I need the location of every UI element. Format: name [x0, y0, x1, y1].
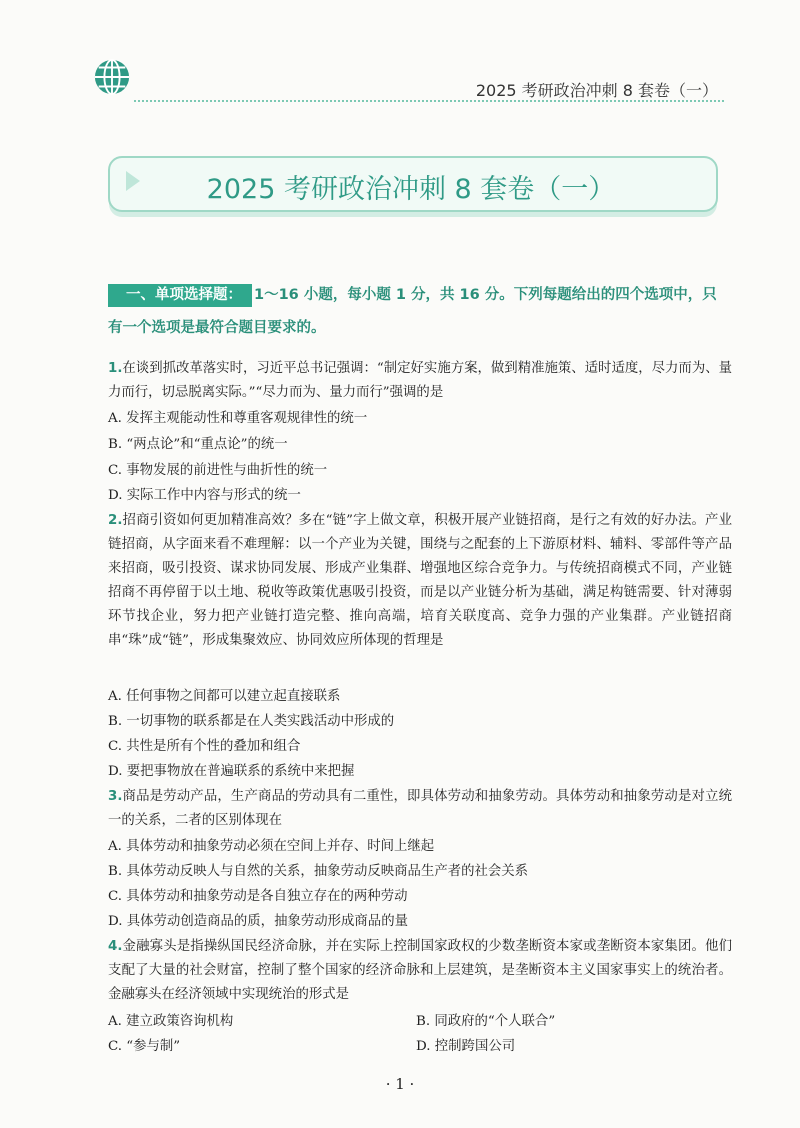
- question-number: 4.: [108, 939, 123, 954]
- question-number: 3.: [108, 789, 123, 804]
- option: C. 事物发展的前进性与曲折性的统一: [108, 463, 328, 478]
- section-text: 1～16 小题，每小题 1 分，共 16 分。下列每题给出的四个选项中，只有一个选项是最符合题目要求的。: [108, 287, 717, 336]
- question-stem: 3.商品是劳动产品，生产商品的劳动具有二重性，即具体劳动和抽象劳动。具体劳动和抽象劳动是对立统一的关系，二者的区别体现在: [108, 789, 732, 828]
- option: C. “参与制”: [108, 1039, 181, 1054]
- question-stem: 1.在谈到抓改革落实时，习近平总书记强调：“制定好实施方案，做到精准施策、适时适度，尽力而为、量力而行，切忌脱离实际。”“尽力而为、量力而行”强调的是: [108, 361, 732, 400]
- running-title: 2025 考研政治冲刺 8 套卷（一）: [475, 81, 718, 100]
- option: D. 要把事物放在普遍联系的系统中来把握: [108, 764, 355, 779]
- question-stem: 4.金融寡头是指操纵国民经济命脉，并在实际上控制国家政权的少数垄断资本家或垄断资本家集团。他们支配了大量的社会财富，控制了整个国家的经济命脉和上层建筑，是垄断资本主义国家事实上的统治者。金融寡头在经济领域中实现统治的形式是: [108, 939, 732, 1002]
- question-stem: 2.招商引资如何更加精准高效？多在“链”字上做文章，积极开展产业链招商，是行之有效的好办法。产业链招商，从字面来看不难理解：以一个产业为关键，围绕与之配套的上下游原材料、辅料、零部件等产品来招商，吸引投资、谋求协同发展、形成产业集群、增强地区综合竞争力。与传统招商模式不同，产业链招商不再停留于以土地、税收等政策优惠吸引投资，而是以产业链分析为基础，满足构链需要、针对薄弱环节找企业，努力把产业链打造完整、推向高端，培育关联度高、竞争力强的产业集群。产业链招商串“珠”成“链”，形成集聚效应、协同效应所体现的哲理是: [108, 513, 732, 648]
- page-title: 2025 考研政治冲刺 8 套卷（一）: [206, 174, 616, 205]
- option: C. 具体劳动和抽象劳动是各自独立存在的两种劳动: [108, 889, 408, 904]
- option: C. 共性是所有个性的叠加和组合: [108, 739, 301, 754]
- option: A. 任何事物之间都可以建立起直接联系: [108, 689, 341, 704]
- option: A. 发挥主观能动性和尊重客观规律性的统一: [108, 411, 368, 426]
- option: D. 具体劳动创造商品的质，抽象劳动形成商品的量: [108, 914, 408, 929]
- section-label: 一、单项选择题：: [108, 284, 252, 307]
- option: A. 具体劳动和抽象劳动必须在空间上并存、时间上继起: [108, 839, 435, 854]
- option: B. 一切事物的联系都是在人类实践活动中形成的: [108, 714, 395, 729]
- option: D. 控制跨国公司: [416, 1039, 516, 1054]
- option: B. 具体劳动反映人与自然的关系，抽象劳动反映商品生产者的社会关系: [108, 864, 529, 879]
- page-number: · 1 ·: [385, 1075, 415, 1093]
- globe-logo-icon: [93, 58, 131, 96]
- question-number: 2.: [108, 513, 123, 528]
- option: B. “两点论”和“重点论”的统一: [108, 437, 288, 452]
- question-number: 1.: [108, 361, 123, 376]
- option: A. 建立政策咨询机构: [108, 1014, 234, 1029]
- option: B. 同政府的“个人联合”: [416, 1014, 556, 1029]
- section-instruction: [108, 279, 728, 345]
- option: D. 实际工作中内容与形式的统一: [108, 488, 301, 503]
